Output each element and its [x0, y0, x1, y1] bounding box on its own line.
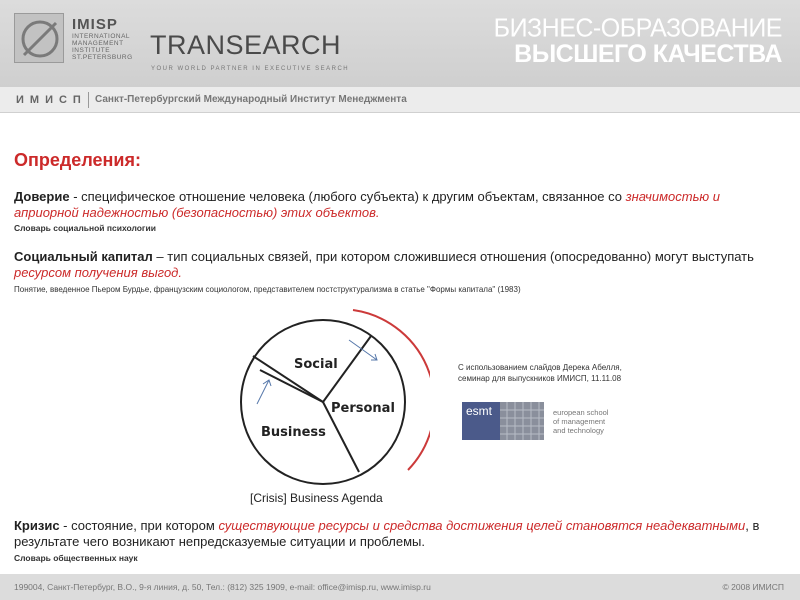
esmt-grid-icon — [500, 402, 544, 440]
social-capital-definition — [14, 249, 784, 281]
trust-emphasis: значимостью и априорной надежностью (безопасностью) этих объектов. — [14, 189, 721, 220]
trust-definition — [14, 189, 784, 221]
imisp-subtitle — [72, 33, 142, 61]
crisis-definition — [14, 518, 784, 550]
credit-line: С использованием слайдов Дерека Абелля, — [458, 363, 622, 372]
trust-source: Словарь социальной психологии — [14, 223, 156, 233]
esmt-name-line: of management — [553, 417, 606, 426]
footer-address: 199004, Санкт-Петербург, В.О., 9-я линия, д. 50, Тел.: (812) 325 1909, e-mail: office@imisp.ru, www.imisp.ru — [14, 582, 431, 592]
segment-label-personal: Personal — [331, 401, 395, 416]
social-capital-note: Понятие, введенное Пьером Бурдье, французским социологом, представителем постструктурализма в статье "Формы капитала" (1983) — [14, 285, 521, 294]
transearch-logo: TRANSEARCH — [150, 30, 342, 60]
institute-full-name: Санкт-Петербургский Международный Институт Менеджмента — [95, 94, 407, 105]
credit-line: семинар для выпускников ИМИСП, 11.11.08 — [458, 374, 622, 383]
imisp-sub-line: INTERNATIONAL — [72, 33, 131, 40]
crisis-emphasis: существующие ресурсы и средства достижения целей становятся неадекватными — [218, 518, 746, 533]
imisp-sub-line: ST.PETERSBURG — [72, 54, 133, 61]
social-capital-term: Социальный капитал — [14, 249, 153, 264]
divider-line-4 — [260, 370, 323, 402]
diagram-caption: [Crisis] Business Agenda — [250, 491, 383, 505]
footer-copyright: © 2008 ИМИСП — [722, 582, 784, 592]
esmt-wordmark: esmt — [466, 404, 493, 418]
crisis-term: Кризис — [14, 518, 60, 533]
institute-band — [0, 87, 800, 113]
imisp-name: IMISP — [72, 16, 118, 33]
transearch-tagline: YOUR WORLD PARTNER IN EXECUTIVE SEARCH — [151, 66, 350, 72]
segment-label-business: Business — [261, 425, 326, 440]
business-agenda-diagram — [230, 300, 430, 490]
imisp-sub-line: INSTITUTE — [72, 47, 111, 54]
crisis-text-after: , в результате чего возникают непредсказуемые ситуации и проблемы. — [14, 518, 760, 549]
social-capital-emphasis: ресурсом получения выгод. — [14, 265, 182, 280]
band-divider — [88, 92, 89, 108]
crisis-text-before: - состояние, при котором — [59, 518, 219, 533]
crisis-source: Словарь общественных наук — [14, 553, 138, 563]
imisp-emblem-icon — [15, 14, 65, 64]
trust-term: Доверие — [14, 189, 70, 204]
footer — [0, 574, 800, 600]
slogan-line-1: БИЗНЕС-ОБРАЗОВАНИЕ — [493, 13, 782, 43]
page-title: Определения: — [14, 150, 141, 170]
social-capital-text: – тип социальных связей, при котором сложившиеся отношения (опосредованно) могут выступать — [152, 249, 754, 264]
segment-label-social: Social — [294, 357, 338, 372]
imisp-logo — [14, 13, 64, 63]
esmt-name-line: european school — [553, 408, 609, 417]
rotation-arrow-1 — [349, 340, 377, 360]
esmt-name — [553, 408, 608, 435]
institute-abbrev: ИМИСП — [16, 94, 87, 106]
header-band — [0, 0, 800, 87]
credit-note — [458, 362, 658, 384]
esmt-name-line: and technology — [553, 426, 604, 435]
imisp-sub-line: MANAGEMENT — [72, 40, 124, 47]
trust-text: - специфическое отношение человека (любого субъекта) к другим объектам, связанное со — [69, 189, 626, 204]
slogan-line-2: ВЫСШЕГО КАЧЕСТВА — [514, 40, 782, 68]
